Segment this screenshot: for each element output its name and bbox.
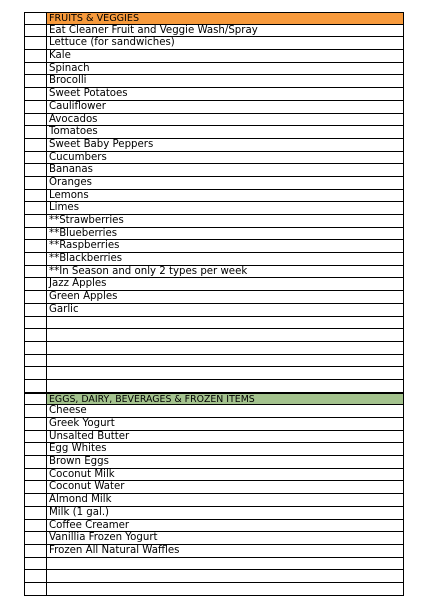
item-text[interactable]: Garlic (46, 304, 404, 317)
list-item (24, 329, 404, 342)
list-item (24, 507, 404, 520)
list-item (24, 532, 404, 545)
item-text[interactable]: Frozen All Natural Waffles (46, 545, 404, 558)
list-item (24, 25, 404, 38)
item-text[interactable]: **Blueberries (46, 228, 404, 241)
list-item (24, 317, 404, 330)
list-item (24, 114, 404, 127)
check-cell[interactable] (24, 37, 46, 50)
item-text[interactable]: Kale (46, 50, 404, 63)
check-cell[interactable] (24, 431, 46, 444)
item-text[interactable]: Vanillia Frozen Yogurt (46, 532, 404, 545)
check-cell[interactable] (24, 215, 46, 228)
list-item (24, 304, 404, 317)
list-item (24, 63, 404, 76)
check-cell[interactable] (24, 50, 46, 63)
list-item (24, 355, 404, 368)
section-header-row (24, 393, 404, 406)
check-cell[interactable] (24, 177, 46, 190)
section-header-eggs-dairy: EGGS, DAIRY, BEVERAGES & FROZEN ITEMS (46, 393, 404, 406)
list-item (24, 418, 404, 431)
item-text[interactable]: Green Apples (46, 291, 404, 304)
list-item (24, 101, 404, 114)
check-cell[interactable] (24, 164, 46, 177)
check-cell[interactable] (24, 355, 46, 368)
item-text[interactable]: Lettuce (for sandwiches) (46, 37, 404, 50)
list-item (24, 88, 404, 101)
check-cell[interactable] (24, 278, 46, 291)
check-cell[interactable] (24, 139, 46, 152)
item-text[interactable]: Brocolli (46, 75, 404, 88)
item-text[interactable]: Limes (46, 202, 404, 215)
check-cell[interactable] (24, 63, 46, 76)
check-cell[interactable] (24, 342, 46, 355)
item-text[interactable] (46, 342, 404, 355)
item-text[interactable]: Avocados (46, 114, 404, 127)
item-text[interactable] (46, 329, 404, 342)
check-cell[interactable] (24, 240, 46, 253)
list-item (24, 494, 404, 507)
list-item (24, 126, 404, 139)
item-text[interactable]: Cheese (46, 405, 404, 418)
check-cell[interactable] (24, 253, 46, 266)
item-text[interactable] (46, 558, 404, 571)
check-cell[interactable] (24, 393, 46, 406)
list-item (24, 202, 404, 215)
list-item (24, 240, 404, 253)
item-text[interactable]: Tomatoes (46, 126, 404, 139)
item-text[interactable]: **Blackberries (46, 253, 404, 266)
list-item (24, 50, 404, 63)
item-text[interactable]: Coconut Milk (46, 469, 404, 482)
item-text[interactable] (46, 367, 404, 380)
list-item (24, 266, 404, 279)
list-item (24, 253, 404, 266)
list-item (24, 139, 404, 152)
item-text[interactable] (46, 570, 404, 583)
check-cell[interactable] (24, 405, 46, 418)
list-item (24, 405, 404, 418)
check-cell[interactable] (24, 228, 46, 241)
list-item (24, 380, 404, 393)
list-item (24, 545, 404, 558)
item-text[interactable]: Sweet Potatoes (46, 88, 404, 101)
check-cell[interactable] (24, 532, 46, 545)
item-text[interactable]: Milk (1 gal.) (46, 507, 404, 520)
item-text[interactable]: Oranges (46, 177, 404, 190)
list-item (24, 37, 404, 50)
item-text[interactable]: Brown Eggs (46, 456, 404, 469)
check-cell[interactable] (24, 558, 46, 571)
item-text[interactable]: Cucumbers (46, 152, 404, 165)
list-item (24, 367, 404, 380)
list-item (24, 278, 404, 291)
list-item (24, 190, 404, 203)
check-cell[interactable] (24, 12, 46, 25)
item-text[interactable] (46, 380, 404, 393)
check-cell[interactable] (24, 418, 46, 431)
item-text[interactable]: Sweet Baby Peppers (46, 139, 404, 152)
item-text[interactable]: Greek Yogurt (46, 418, 404, 431)
list-item (24, 481, 404, 494)
check-cell[interactable] (24, 304, 46, 317)
check-cell[interactable] (24, 583, 46, 596)
check-cell[interactable] (24, 456, 46, 469)
item-text[interactable]: Cauliflower (46, 101, 404, 114)
item-text[interactable]: Bananas (46, 164, 404, 177)
item-text[interactable]: Spinach (46, 63, 404, 76)
list-item (24, 228, 404, 241)
check-cell[interactable] (24, 291, 46, 304)
check-cell[interactable] (24, 494, 46, 507)
grocery-list-sheet (24, 12, 404, 596)
list-item (24, 177, 404, 190)
check-cell[interactable] (24, 202, 46, 215)
list-item (24, 342, 404, 355)
item-text[interactable]: **Strawberries (46, 215, 404, 228)
list-item (24, 583, 404, 596)
check-cell[interactable] (24, 380, 46, 393)
item-text[interactable]: Almond Milk (46, 494, 404, 507)
check-cell[interactable] (24, 520, 46, 533)
item-text[interactable]: Egg Whites (46, 443, 404, 456)
list-item (24, 443, 404, 456)
list-item (24, 431, 404, 444)
list-item (24, 215, 404, 228)
list-item (24, 570, 404, 583)
item-text[interactable]: Lemons (46, 190, 404, 203)
check-cell[interactable] (24, 329, 46, 342)
item-text[interactable]: Unsalted Butter (46, 431, 404, 444)
check-cell[interactable] (24, 317, 46, 330)
item-text[interactable]: **In Season and only 2 types per week (46, 266, 404, 279)
item-text[interactable]: Coconut Water (46, 481, 404, 494)
check-cell[interactable] (24, 126, 46, 139)
check-cell[interactable] (24, 443, 46, 456)
check-cell[interactable] (24, 266, 46, 279)
item-text[interactable]: Eat Cleaner Fruit and Veggie Wash/Spray (46, 25, 404, 38)
check-cell[interactable] (24, 190, 46, 203)
item-text[interactable] (46, 317, 404, 330)
list-item (24, 520, 404, 533)
list-item (24, 75, 404, 88)
item-text[interactable]: **Raspberries (46, 240, 404, 253)
check-cell[interactable] (24, 114, 46, 127)
check-cell[interactable] (24, 481, 46, 494)
check-cell[interactable] (24, 152, 46, 165)
item-text[interactable]: Coffee Creamer (46, 520, 404, 533)
item-text[interactable] (46, 583, 404, 596)
list-item (24, 456, 404, 469)
item-text[interactable] (46, 355, 404, 368)
check-cell[interactable] (24, 25, 46, 38)
item-text[interactable]: Jazz Apples (46, 278, 404, 291)
check-cell[interactable] (24, 545, 46, 558)
check-cell[interactable] (24, 570, 46, 583)
check-cell[interactable] (24, 507, 46, 520)
check-cell[interactable] (24, 367, 46, 380)
list-item (24, 558, 404, 571)
section-header-fruits-veggies: FRUITS & VEGGIES (46, 12, 404, 25)
list-item (24, 291, 404, 304)
check-cell[interactable] (24, 75, 46, 88)
list-item (24, 469, 404, 482)
list-item (24, 152, 404, 165)
section-header-row (24, 12, 404, 25)
list-item (24, 164, 404, 177)
check-cell[interactable] (24, 88, 46, 101)
check-cell[interactable] (24, 101, 46, 114)
check-cell[interactable] (24, 469, 46, 482)
